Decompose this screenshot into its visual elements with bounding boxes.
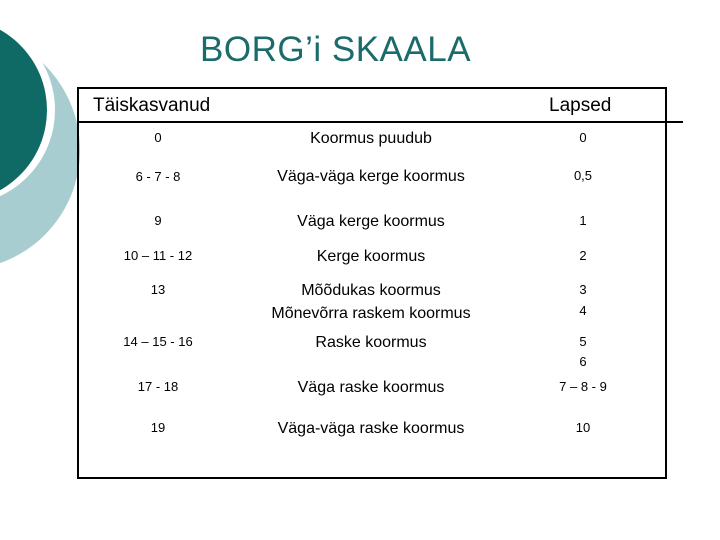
child-value: 10	[575, 420, 591, 435]
load-description: Koormus puudub	[310, 130, 432, 147]
child-value: 6	[579, 354, 587, 369]
adult-value: 9	[154, 213, 162, 228]
child-value: 0	[579, 130, 587, 145]
adult-value: 13	[150, 282, 166, 297]
page-title: BORG’i SKAALA	[200, 30, 472, 69]
load-description: Raske koormus	[315, 334, 427, 351]
child-value: 1	[579, 213, 587, 228]
load-description: Väga kerge koormus	[297, 213, 445, 230]
adult-value: 10 – 11 - 12	[123, 248, 193, 263]
child-value: 4	[579, 303, 587, 318]
load-description: Väga-väga kerge koormus	[277, 168, 465, 185]
adult-value: 19	[150, 420, 166, 435]
adult-value: 17 - 18	[137, 379, 179, 394]
child-value: 3	[579, 282, 587, 297]
adult-value: 0	[154, 130, 162, 145]
child-value: 7 – 8 - 9	[559, 379, 607, 394]
load-description: Väga-väga raske koormus	[277, 420, 465, 437]
header-children: Lapsed	[549, 95, 612, 116]
load-description: Mõõdukas koormus	[301, 282, 441, 299]
child-value: 5	[579, 334, 587, 349]
child-value: 0,5	[573, 168, 593, 183]
header-adults: Täiskasvanud	[93, 95, 211, 116]
load-description: Kerge koormus	[316, 248, 426, 265]
load-description: Mõnevõrra raskem koormus	[271, 305, 471, 322]
load-description: Väga raske koormus	[297, 379, 445, 396]
header-divider	[77, 121, 683, 123]
decorative-circles	[0, 0, 80, 300]
adult-value: 14 – 15 - 16	[123, 334, 193, 349]
child-value: 2	[579, 248, 587, 263]
decorative-circles-graphic	[0, 0, 80, 300]
adult-value: 6 - 7 - 8	[135, 169, 181, 184]
